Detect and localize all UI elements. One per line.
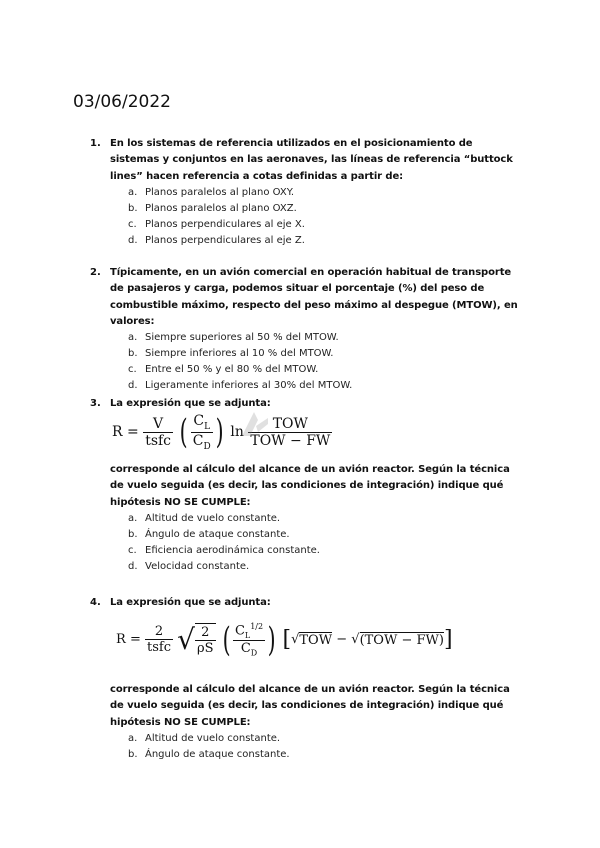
option: a. Siempre superiores al 50 % del MTOW.	[128, 332, 339, 344]
question-text: La expresión que se adjunta:	[110, 597, 271, 608]
question-number: 1.	[90, 138, 101, 149]
option: c. Eficiencia aerodinámica constante.	[128, 544, 320, 556]
question-3	[90, 396, 520, 412]
option: a. Altitud de vuelo constante.	[128, 512, 281, 524]
question-3-continued	[90, 462, 520, 575]
option: d. Ligeramente inferiores al 30% del MTOW.	[128, 380, 353, 392]
question-4	[90, 595, 520, 611]
question-text: La expresión que se adjunta:	[110, 398, 271, 409]
watermark-icon	[238, 408, 272, 442]
option: c. Entre el 50 % y el 80 % del MTOW.	[128, 364, 319, 376]
question-4-continued	[90, 682, 520, 763]
question-number: 4.	[90, 597, 101, 608]
question-text: corresponde al cálculo del alcance de un avión reactor. Según la técnica de vuelo seguida (es decir, las condiciones de integración) indique qué hipótesis NO SE CUMPLE:	[110, 684, 510, 728]
question-text: corresponde al cálculo del alcance de un avión reactor. Según la técnica de vuelo seguida (es decir, las condiciones de integración) indique qué hipótesis NO SE CUMPLE:	[110, 464, 510, 508]
question-2	[90, 265, 520, 394]
option: b. Planos paralelos al plano OXZ.	[128, 202, 297, 214]
option: c. Planos perpendiculares al eje X.	[128, 218, 305, 230]
question-text: En los sistemas de referencia utilizados en el posicionamiento de sistemas y conjuntos en las aeronaves, las líneas de referencia “buttock lines” hacen referencia a cotas definidas a partir de:	[110, 138, 513, 182]
option: b. Siempre inferiores al 10 % del MTOW.	[128, 348, 334, 360]
range-formula-1: R = $\frac{V}{\text{tsfc}}$ ( $\frac{C_L}{C_D}$ ) ln $\frac{\text{TOW}}{\text{TOW − FW}}$	[112, 412, 331, 453]
question-number: 3.	[90, 398, 101, 409]
option: d. Planos perpendiculares al eje Z.	[128, 234, 305, 246]
range-formula-2: R = $\frac{2}{\text{tsfc}}$ √ $\frac{2}{\rho S}$ ( $\frac{C_L^{1/2}}{C_D}$ ) [√TOW − √(TOW − FW)]	[116, 619, 453, 660]
option: b. Ángulo de ataque constante.	[128, 748, 290, 760]
option: a. Planos paralelos al plano OXY.	[128, 186, 295, 198]
option: d. Velocidad constante.	[128, 560, 250, 572]
question-1	[90, 136, 520, 249]
option: b. Ángulo de ataque constante.	[128, 528, 290, 540]
page-date: 03/06/2022	[73, 92, 171, 112]
question-text: Típicamente, en un avión comercial en operación habitual de transporte de pasajeros y carga, podemos situar el porcentaje (%) del peso de combustible máximo, respecto del peso máximo al despegue (MTOW), en valores:	[110, 267, 518, 327]
option: a. Altitud de vuelo constante.	[128, 732, 281, 744]
question-number: 2.	[90, 267, 101, 278]
